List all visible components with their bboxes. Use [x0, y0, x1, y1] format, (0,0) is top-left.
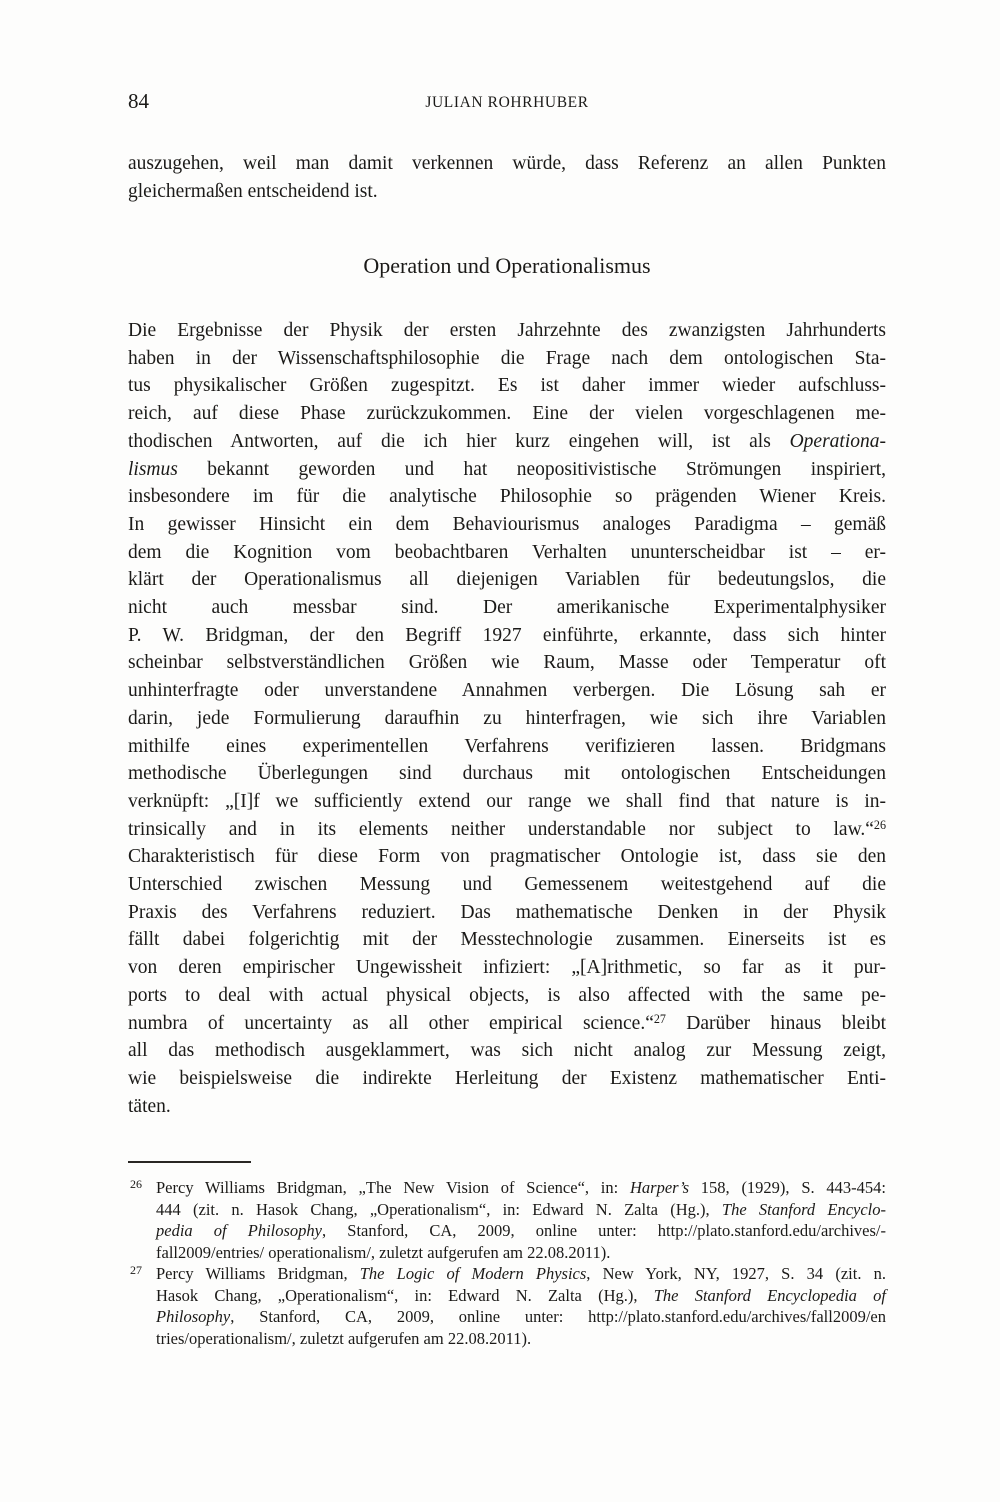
footnote-27: [128, 1263, 886, 1349]
text-line: [156, 1242, 886, 1264]
text-segment: , Stanford, CA, 2009, online unter: http://plato.stanford.edu/archives/fall2009/en: [230, 1307, 886, 1326]
text-segment: fall2009/entries/ operationalism/, zuletzt aufgerufen am 22.08.2011).: [156, 1242, 611, 1262]
text-segment: Unterschied zwischen Messung und Gemessenem weitestgehend auf die: [128, 874, 886, 896]
text-line: [156, 1328, 886, 1350]
footnote-reference: 26: [873, 818, 886, 833]
text-line: [128, 372, 886, 400]
text-segment: gleichermaßen entscheidend ist.: [128, 180, 378, 202]
text-segment: 444 (zit. n. Hasok Chang, „Operationalism“, in: Edward N. Zalta (Hg.),: [156, 1199, 722, 1219]
text-segment: bekannt geworden und hat neopositivistische Strömungen inspiriert,: [177, 458, 886, 480]
text-segment: tries/operationalism/, zuletzt aufgerufen am 22.08.2011).: [156, 1328, 532, 1348]
footnote-26: [128, 1177, 886, 1263]
text-segment: verknüpft: „[I]f we sufficiently extend our range we shall find that nature is in-: [128, 790, 886, 812]
text-segment: täten.: [128, 1095, 171, 1117]
text-segment: numbra of uncertainty as all other empirical science.“: [128, 1012, 654, 1034]
text-line: [128, 511, 886, 539]
text-segment: The Stanford Encyclopedia of: [653, 1285, 886, 1305]
text-line: [128, 456, 886, 484]
intro-paragraph: [128, 150, 886, 205]
text-line: [128, 428, 886, 456]
text-line: [128, 345, 886, 373]
text-line: [128, 178, 886, 206]
text-line: [128, 483, 886, 511]
text-segment: Philosophy: [156, 1307, 231, 1326]
text-line: [128, 982, 886, 1010]
text-line: [128, 677, 886, 705]
text-segment: all das methodisch ausgeklammert, was sich nicht analog zur Messung zeigt,: [128, 1040, 886, 1062]
text-line: [128, 954, 886, 982]
text-segment: auszugehen, weil man damit verkennen würde, dass Referenz an allen Punkten: [128, 153, 886, 174]
text-segment: von deren empirischer Ungewissheit infiziert: „[A]rithmetic, so far as it pur-: [128, 957, 886, 979]
text-line: [128, 1037, 886, 1065]
text-segment: unhinterfragte oder unverstandene Annahmen verbergen. Die Lösung sah er: [128, 680, 886, 702]
text-segment: P. W. Bridgman, der den Begriff 1927 einführte, erkannte, dass sich hinter: [128, 624, 886, 646]
text-segment: nicht auch messbar sind. Der amerikanische Experimentalphysiker: [128, 597, 886, 619]
text-segment: The Logic of Modern Physics: [359, 1264, 587, 1283]
text-segment: methodische Überlegungen sind durchaus mit ontologischen Entscheidungen: [128, 763, 886, 785]
text-line: [156, 1177, 886, 1199]
text-line: [128, 622, 886, 650]
footnote-marker: 27: [130, 1263, 142, 1277]
text-line: [128, 760, 886, 788]
text-segment: The Stanford Encyclo-: [721, 1199, 887, 1219]
text-segment: insbesondere im für die analytische Philosophie so prägenden Wiener Kreis.: [128, 486, 886, 508]
text-segment: darin, jede Formulierung daraufhin zu hinterfragen, wie sich ihre Variablen: [128, 707, 886, 729]
text-segment: mithilfe eines experimentellen Verfahrens verifizieren lassen. Bridgmans: [128, 735, 886, 757]
text-line: [156, 1199, 886, 1221]
text-segment: Harper’s: [630, 1178, 689, 1197]
text-line: [128, 400, 886, 428]
body-paragraph: [128, 317, 886, 1120]
text-line: [156, 1263, 886, 1285]
text-line: [128, 816, 886, 844]
text-segment: haben in der Wissenschaftsphilosophie die Frage nach dem ontologischen Sta-: [128, 347, 886, 369]
section-heading: Operation und Operationalismus: [363, 253, 651, 278]
text-segment: pedia of Philosophy: [156, 1221, 323, 1240]
footnote-separator-rule: [128, 1161, 251, 1163]
text-line: [128, 871, 886, 899]
text-line: [156, 1285, 886, 1307]
text-segment: Darüber hinaus bleibt: [665, 1012, 887, 1034]
text-segment: Operationa-: [789, 430, 886, 452]
text-segment: thodischen Antworten, auf die ich hier kurz eingehen will, ist als: [128, 430, 790, 452]
text-line: [128, 1065, 886, 1093]
text-segment: Percy Williams Bridgman, „The New Vision of Science“, in:: [156, 1178, 631, 1197]
page-number: 84: [128, 89, 149, 113]
text-line: [128, 843, 886, 871]
text-line: [128, 649, 886, 677]
text-segment: Hasok Chang, „Operationalism“, in: Edward N. Zalta (Hg.),: [156, 1285, 654, 1305]
text-segment: tus physikalischer Größen zugespitzt. Es ist daher immer wieder aufschluss-: [128, 375, 886, 397]
page-header: [128, 89, 886, 115]
text-segment: reich, auf diese Phase zurückzukommen. Eine der vielen vorgeschlagenen me-: [128, 403, 886, 425]
text-line: [128, 926, 886, 954]
text-segment: wie beispielsweise die indirekte Herleitung der Existenz mathematischer Enti-: [128, 1067, 886, 1089]
text-segment: Praxis des Verfahrens reduziert. Das mathematische Denken in der Physik: [128, 901, 886, 923]
text-segment: Die Ergebnisse der Physik der ersten Jahrzehnte des zwanzigsten Jahrhunderts: [128, 320, 886, 341]
text-segment: , New York, NY, 1927, S. 34 (zit. n.: [586, 1264, 887, 1283]
text-line: [128, 899, 886, 927]
text-line: [128, 788, 886, 816]
running-header: JULIAN ROHRHUBER: [425, 94, 589, 111]
text-line: [128, 566, 886, 594]
text-line: [128, 594, 886, 622]
text-line: [128, 733, 886, 761]
footnotes-section: [128, 1177, 886, 1349]
text-segment: dem die Kognition vom beobachtbaren Verhalten ununterscheidbar ist – er-: [128, 541, 886, 563]
text-line: [128, 705, 886, 733]
text-segment: In gewisser Hinsicht ein dem Behaviourismus analoges Paradigma – gemäß: [128, 513, 886, 535]
footnote-reference: 27: [653, 1012, 666, 1027]
text-line: [128, 317, 886, 345]
text-segment: fällt dabei folgerichtig mit der Messtechnologie zusammen. Einerseits ist es: [128, 929, 886, 951]
text-line: [128, 539, 886, 567]
text-segment: , Stanford, CA, 2009, online unter: http://plato.stanford.edu/archives/-: [322, 1221, 886, 1240]
text-segment: scheinbar selbstverständlichen Größen wie Raum, Masse oder Temperatur oft: [128, 652, 886, 674]
text-line: [128, 150, 886, 178]
text-line: [156, 1306, 886, 1328]
text-segment: 158, (1929), S. 443-454:: [689, 1178, 886, 1197]
text-segment: lismus: [128, 458, 178, 480]
text-line: [128, 1010, 886, 1038]
text-segment: klärt der Operationalismus all diejenigen Variablen für bedeutungslos, die: [128, 569, 886, 591]
text-segment: trinsically and in its elements neither understandable nor subject to law.“: [128, 818, 874, 840]
text-segment: ports to deal with actual physical objects, is also affected with the same pe-: [128, 984, 886, 1006]
footnote-marker: 26: [130, 1177, 142, 1191]
text-segment: Charakteristisch für diese Form von pragmatischer Ontologie ist, dass sie den: [128, 846, 886, 868]
text-line: [128, 1093, 886, 1121]
text-line: [156, 1220, 886, 1242]
text-segment: Percy Williams Bridgman,: [156, 1264, 360, 1283]
